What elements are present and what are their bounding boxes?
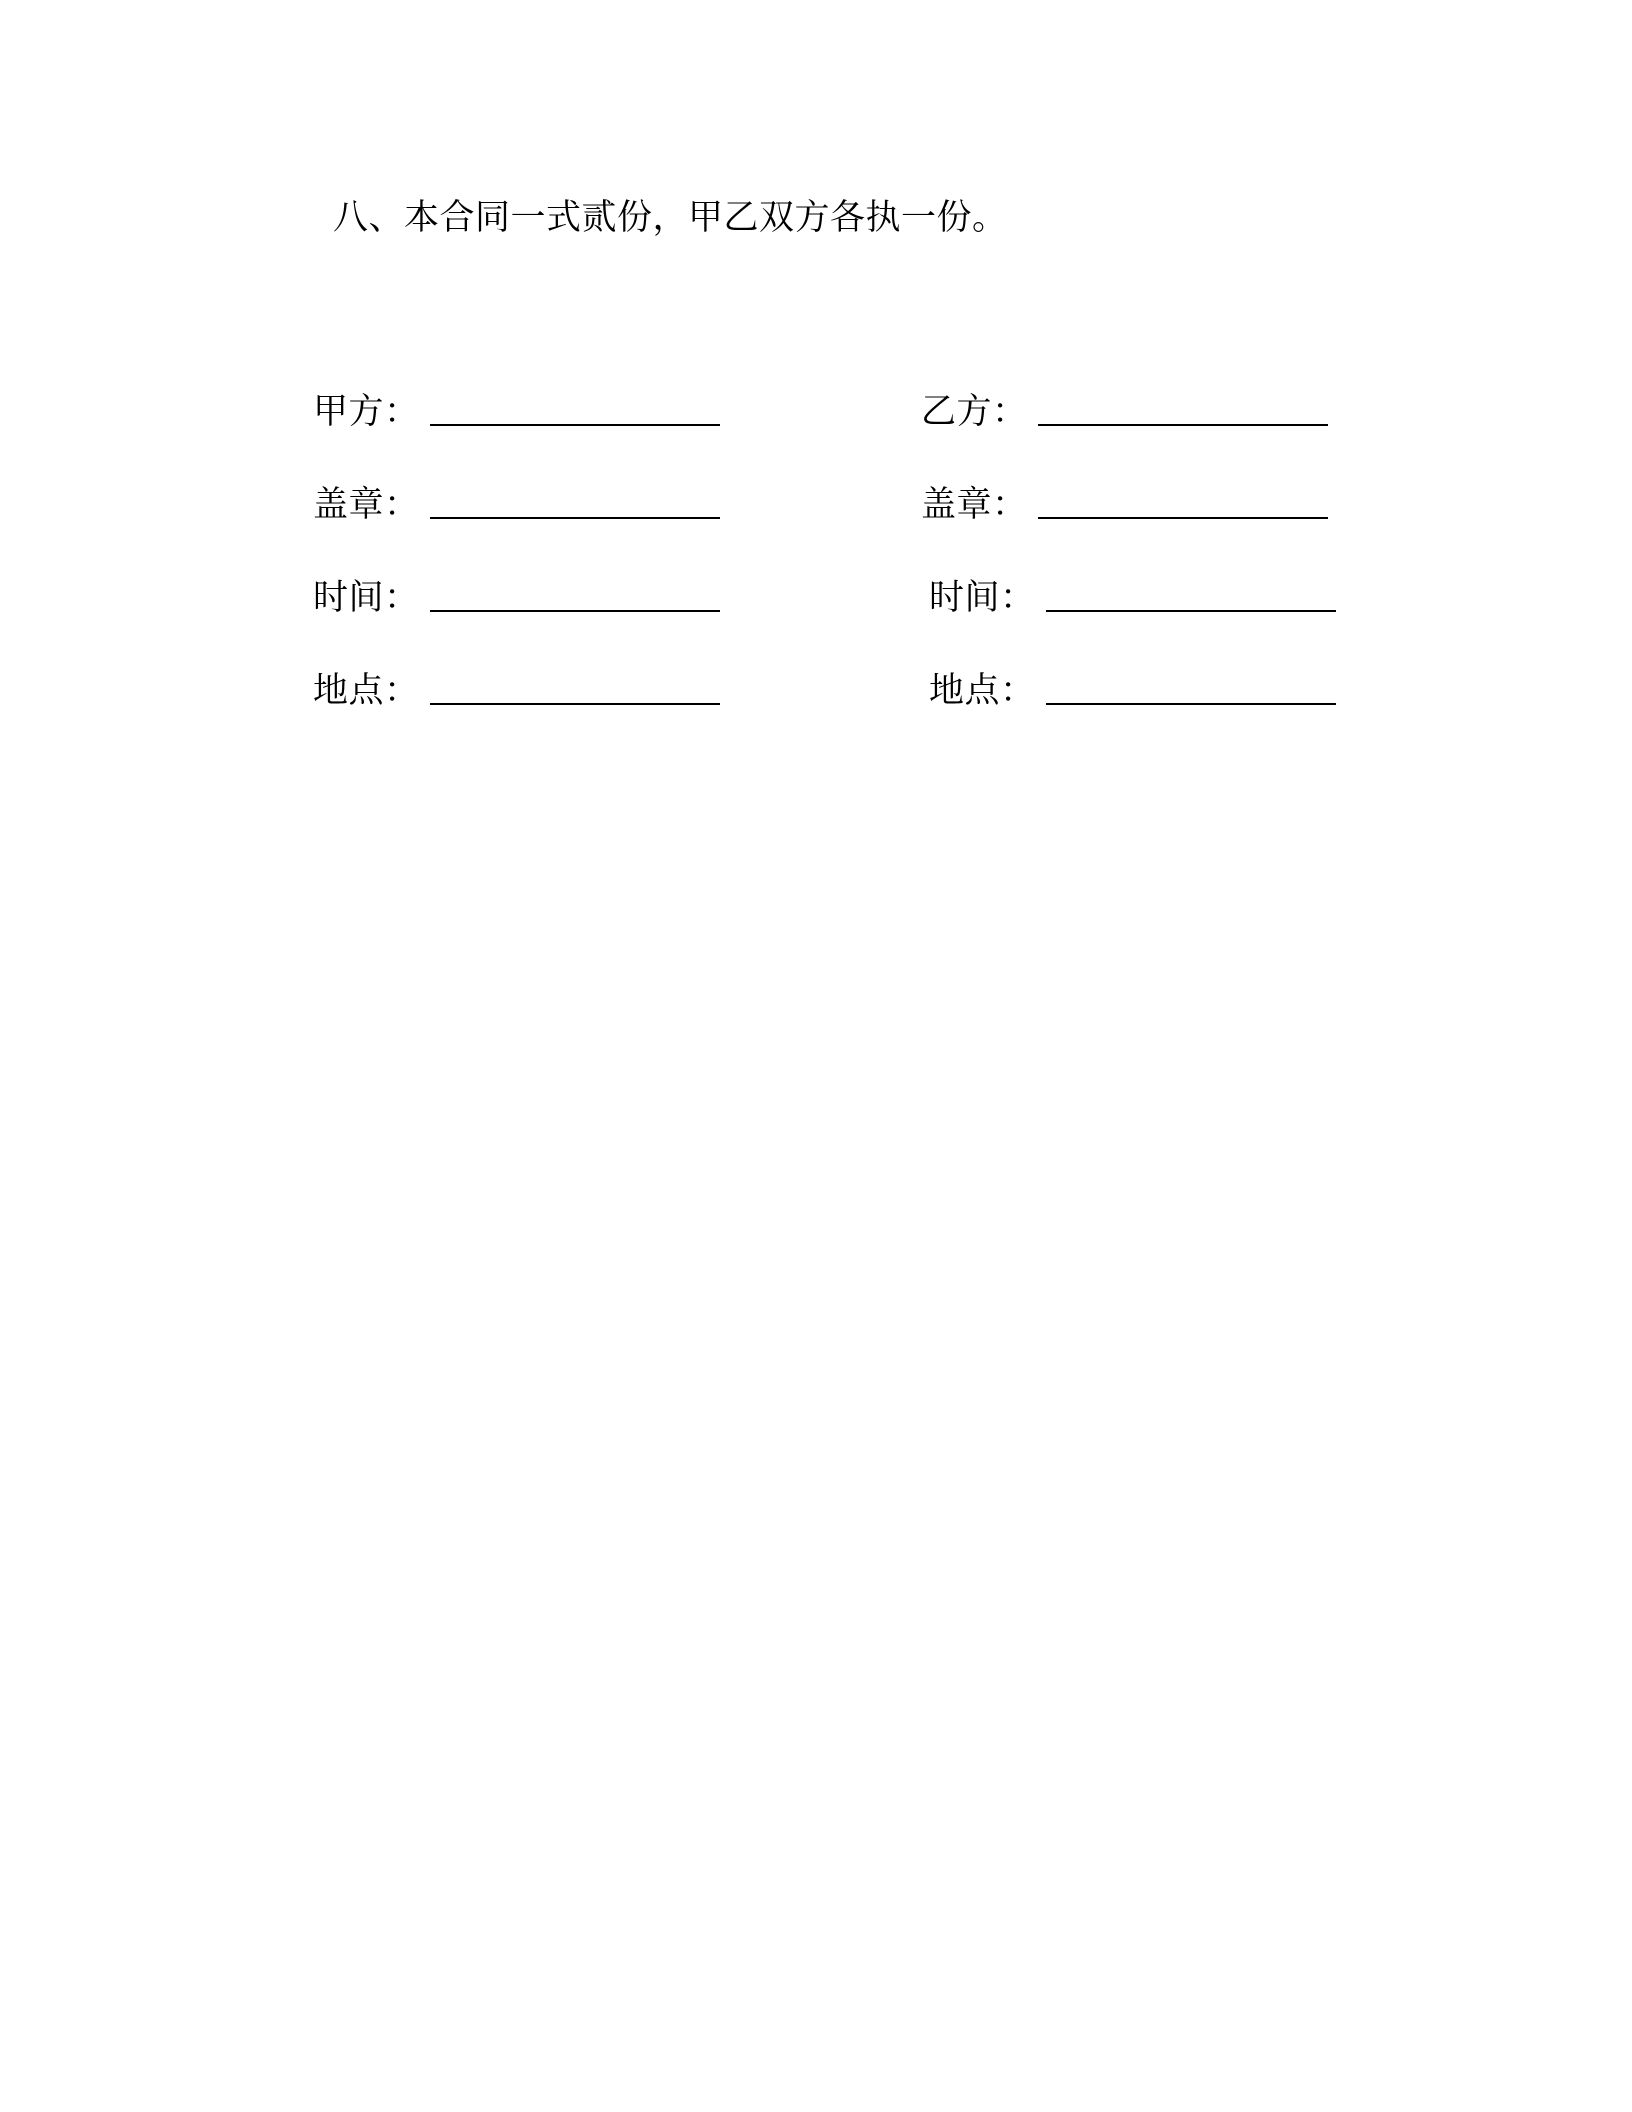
clause-eight: 八、本合同一式贰份，甲乙双方各执一份。: [333, 198, 1008, 238]
party-b-place-blank: [1046, 703, 1336, 705]
party-b-place-label: 地点：: [929, 671, 1036, 711]
party-b-seal-blank: [1038, 517, 1328, 519]
party-a-time-blank: [430, 610, 720, 612]
party-a-time-label: 时间：: [313, 578, 420, 618]
party-b-seal-label: 盖章：: [921, 485, 1028, 525]
party-b-name-blank: [1038, 424, 1328, 426]
party-a-time-row: [313, 570, 720, 620]
party-a-seal-label: 盖章：: [313, 485, 420, 525]
party-b-name-row: [921, 384, 1328, 434]
party-b-time-label: 时间：: [929, 578, 1036, 618]
party-b-place-row: [929, 663, 1336, 713]
party-a-place-label: 地点：: [313, 671, 420, 711]
party-a-place-row: [313, 663, 720, 713]
party-b-seal-row: [921, 477, 1328, 527]
party-b-name-label: 乙方：: [921, 392, 1028, 432]
party-a-name-blank: [430, 424, 720, 426]
party-a-name-row: [313, 384, 720, 434]
party-a-place-blank: [430, 703, 720, 705]
party-a-seal-row: [313, 477, 720, 527]
party-a-name-label: 甲方：: [313, 392, 420, 432]
party-b-time-row: [929, 570, 1336, 620]
party-b-time-blank: [1046, 610, 1336, 612]
party-a-seal-blank: [430, 517, 720, 519]
